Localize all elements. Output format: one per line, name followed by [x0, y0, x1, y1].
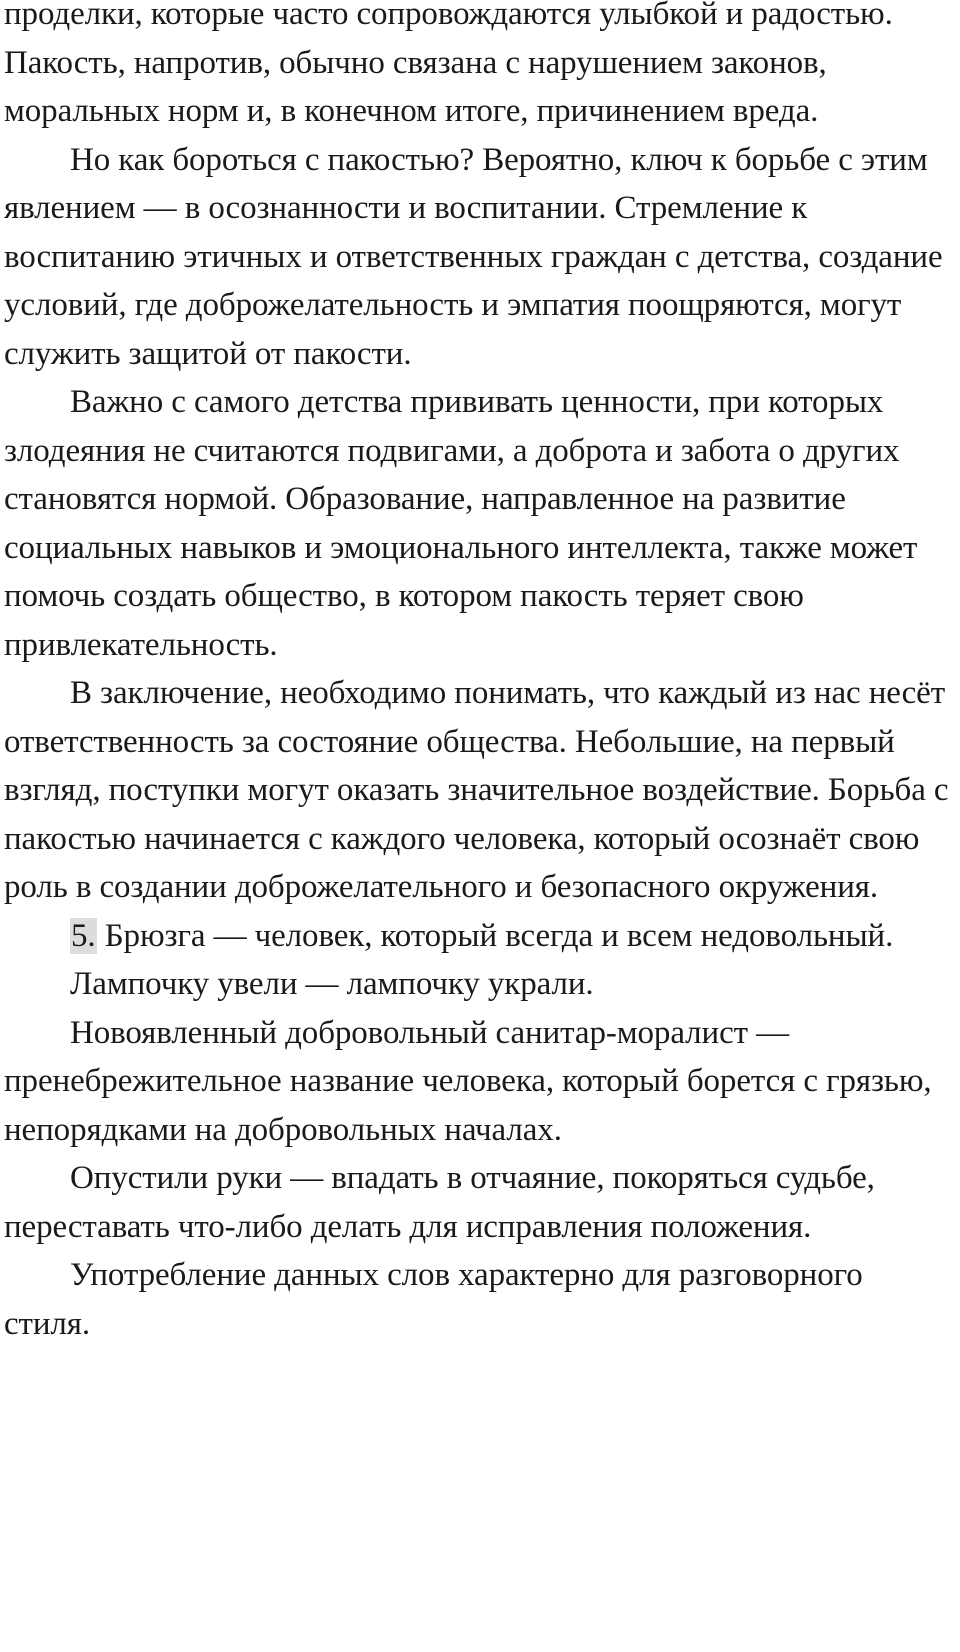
paragraph-task-5 [4, 912, 956, 961]
paragraph-style [4, 1251, 956, 1348]
paragraph-text: В заключение, необходимо понимать, что каждый из нас несёт ответственность за состояние общества. Небольшие, на первый взгляд, поступки могут оказать значительное воздействие. Борьба с пакостью начинается с каждого человека, который осознаёт свою роль в создании доброжелательного и безопасного окружения. [4, 675, 949, 905]
paragraph-text: Брюзга — человек, который всегда и всем недовольный. [96, 917, 894, 954]
paragraph-continuation [4, 0, 956, 136]
paragraph-text: проделки, которые часто сопровождаются улыбкой и радостью. Пакость, напротив, обычно связана с нарушением законов, моральных норм и, в конечном итоге, причинением вреда. [4, 0, 893, 129]
paragraph-text: Но как бороться с пакостью? Вероятно, ключ к борьбе с этим явлением — в осознанности и воспитании. Стремление к воспитанию этичных и ответственных граждан с детства, создание условий, где доброжелательность и эмпатия поощряются, могут служить защитой от пакости. [4, 141, 943, 372]
paragraph-values [4, 378, 956, 669]
paragraph-fighting-pettiness [4, 136, 956, 379]
paragraph-hands-down [4, 1154, 956, 1251]
paragraph-text: Новоявленный добровольный санитар-моралист — пренебрежительное название человека, который борется с грязью, непорядками на добровольных началах. [4, 1014, 932, 1148]
paragraph-text: Лампочку увели — лампочку украли. [70, 966, 594, 1002]
paragraph-text: Опустили руки — впадать в отчаяние, покоряться судьбе, переставать что-либо делать для исправления положения. [4, 1160, 875, 1245]
paragraph-conclusion [4, 669, 956, 912]
task-number: 5. [71, 917, 96, 954]
paragraph-lamp [4, 960, 956, 1009]
paragraph-text: Употребление данных слов характерно для разговорного стиля. [4, 1257, 863, 1342]
paragraph-text: Важно с самого детства прививать ценности, при которых злодеяния не считаются подвигами, а доброта и забота о других становятся нормой. Образование, направленное на развитие социальных навыков и эмоционального интеллекта, также может помочь создать общество, в котором пакость теряет свою привлекательность. [4, 384, 918, 663]
paragraph-moralist [4, 1009, 956, 1155]
